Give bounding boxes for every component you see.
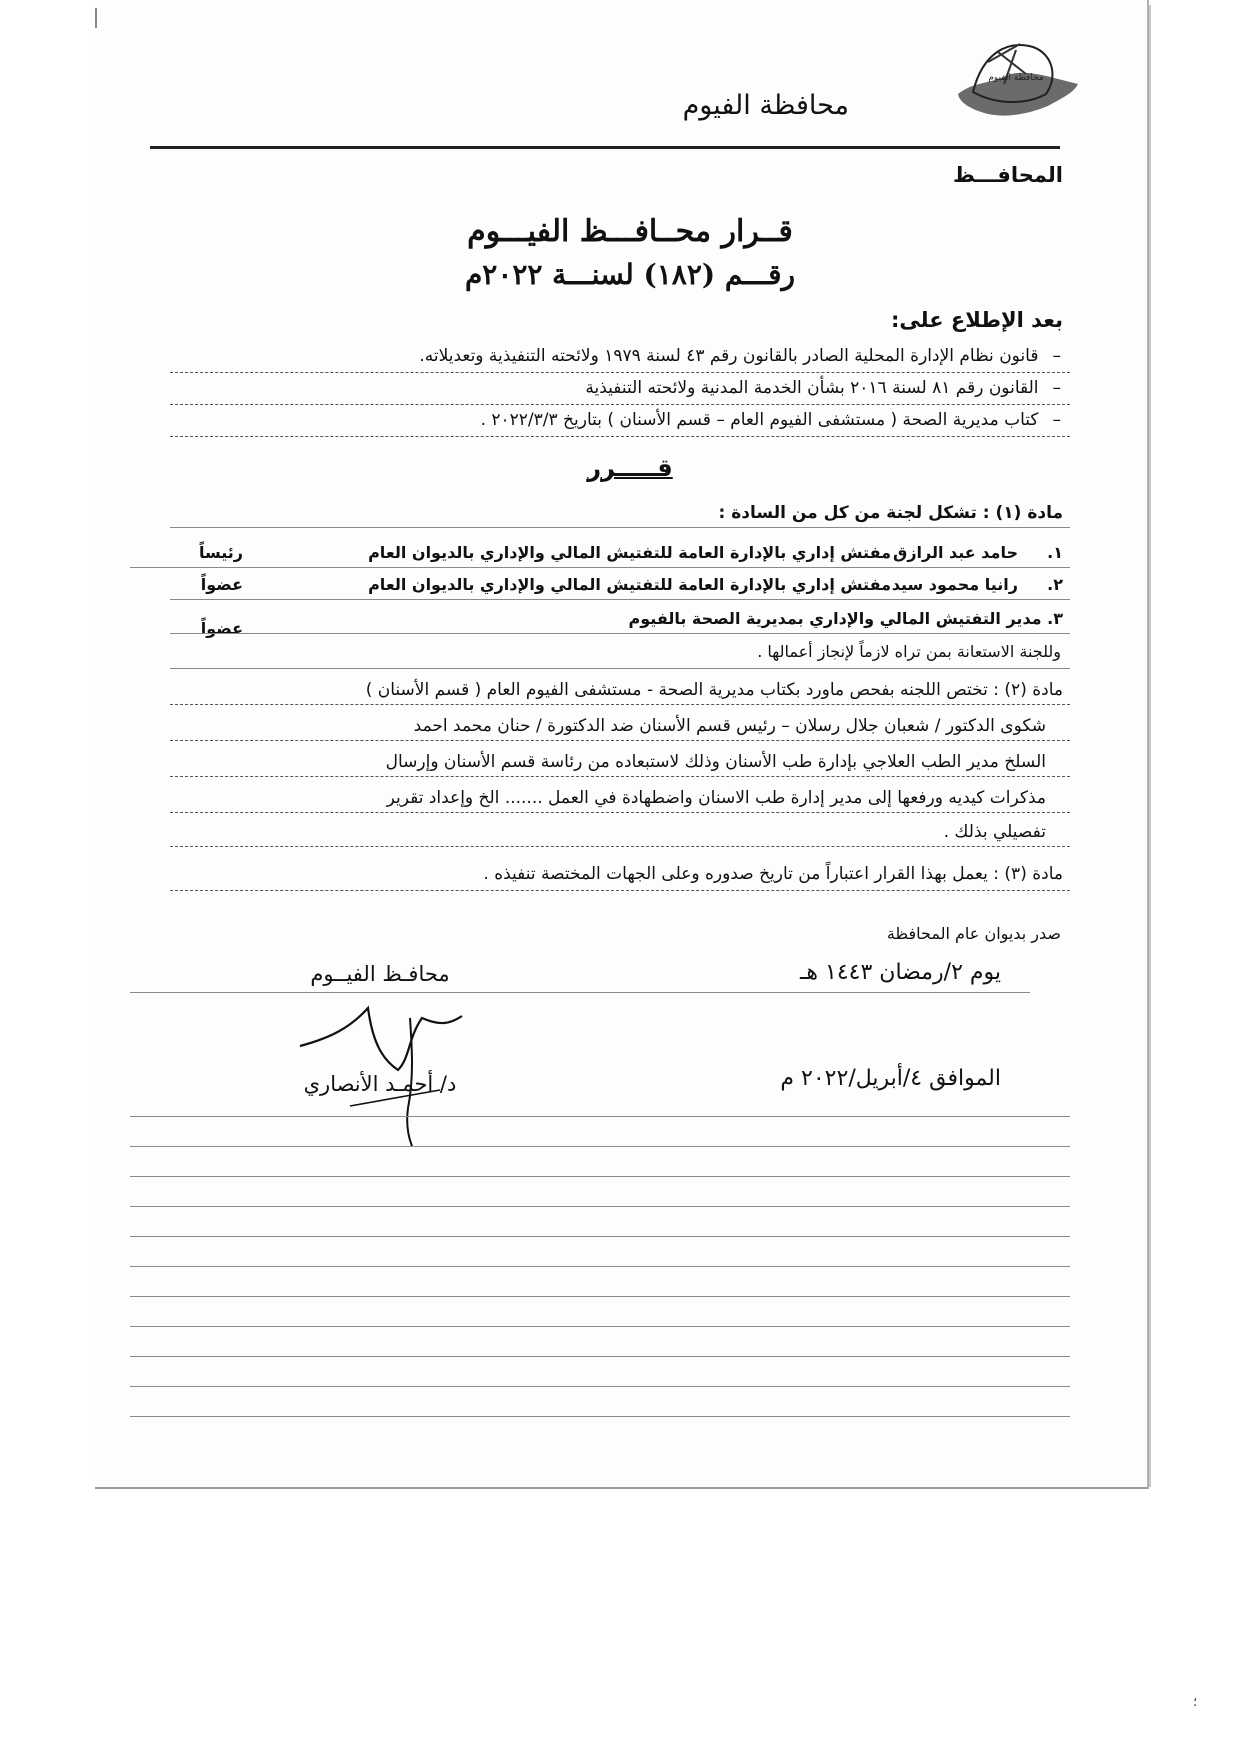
member-name: رانيا محمود سيد	[891, 575, 1018, 594]
article-1-note: وللجنة الاستعانة بمن تراه لازماً لإنجاز أعمالها .	[757, 642, 1061, 661]
ruled-line	[130, 567, 1070, 568]
office-label: المحافـــظ	[953, 163, 1063, 187]
clause-text: كتاب مديرية الصحة ( مستشفى الفيوم العام – قسم الأسنان ) بتاريخ ٢٠٢٢/٣/٣ .	[480, 410, 1039, 430]
governorate-name: محافظة الفيوم	[682, 90, 849, 121]
ruled-line	[130, 1206, 1070, 1207]
decision-heading: قـــــرر	[587, 454, 673, 482]
ruled-line	[130, 1176, 1070, 1177]
svg-text:محافظة الفيوم: محافظة الفيوم	[988, 73, 1044, 83]
clause-dash: –	[1052, 346, 1061, 366]
governor-title: محافـظ الفيــوم	[310, 962, 450, 986]
scan-edge-shadow	[1149, 5, 1151, 1487]
ruled-line	[130, 1296, 1070, 1297]
member-role: مفتش إداري بالإدارة العامة للتفتيش المالي والإداري بالديوان العام	[368, 575, 891, 594]
clause-text: قانون نظام الإدارة المحلية الصادر بالقانون رقم ٤٣ لسنة ١٩٧٩ ولائحته التنفيذية وتعديلاته.	[419, 346, 1039, 366]
ruled-line	[130, 1356, 1070, 1357]
header-divider	[150, 146, 1060, 149]
article-2-line: تفصيلي بذلك .	[943, 822, 1046, 842]
article-2-line: مادة (٢) : تختص اللجنه بفحص ماورد بكتاب مديرية الصحة - مستشفى الفيوم العام ( قسم الأسنان )	[365, 680, 1063, 700]
ruled-line	[170, 812, 1070, 813]
article-2-line: شكوى الدكتور / شعبان جلال رسلان – رئيس قسم الأسنان ضد الدكتورة / حنان محمد احمد	[413, 716, 1046, 736]
governor-name: د/ أحمـد الأنصاري	[303, 1072, 457, 1096]
preamble-clause	[585, 378, 1061, 398]
clause-dash: –	[1052, 410, 1061, 430]
governorate-emblem-icon	[928, 22, 1088, 122]
ruled-line	[170, 436, 1070, 437]
member-number: ٢.	[1047, 575, 1063, 594]
committee-member-row	[153, 543, 1063, 567]
member-number: ١.	[1047, 543, 1063, 562]
ruled-line	[170, 527, 1070, 528]
ruled-line	[130, 1266, 1070, 1267]
member-status: عضواً	[200, 619, 243, 638]
member-status: رئيساً	[198, 543, 243, 562]
committee-member-row	[153, 609, 1063, 638]
ruled-line	[170, 704, 1070, 705]
page-mark: ؛	[1193, 1695, 1198, 1710]
ruled-line	[170, 404, 1070, 405]
ruled-line	[130, 1236, 1070, 1237]
issued-at: صدر بديوان عام المحافظة	[886, 924, 1061, 943]
member-description: ٣. مدير التفتيش المالي والإداري بمديرية الصحة بالفيوم	[628, 609, 1063, 628]
ruled-line	[170, 372, 1070, 373]
preamble-heading: بعد الإطلاع على:	[891, 308, 1063, 332]
ruled-line	[170, 846, 1070, 847]
preamble-clause	[481, 410, 1061, 430]
article-3-text: مادة (٣) : يعمل بهذا القرار اعتباراً من تاريخ صدوره وعلى الجهات المختصة تنفيذه .	[483, 864, 1063, 884]
ruled-line	[170, 668, 1070, 669]
gregorian-date: الموافق ٤/أبريل/٢٠٢٢ م	[780, 1066, 1001, 1091]
ruled-line	[170, 740, 1070, 741]
scan-edge-mark	[95, 8, 97, 28]
article-2-line: مذكرات كيديه ورفعها إلى مدير إدارة طب الاسنان واضطهادة في العمل ....... الخ وإعداد تقرير	[386, 788, 1046, 808]
member-role: مفتش إداري بالإدارة العامة للتفتيش المالي والإداري بالديوان العام	[368, 543, 891, 562]
ruled-line	[130, 992, 1030, 993]
ruled-line	[170, 890, 1070, 891]
ruled-line	[170, 776, 1070, 777]
ruled-line	[130, 1116, 1070, 1117]
article-2-line: السلخ مدير الطب العلاجي بإدارة طب الأسنان وذلك لاستبعاده من رئاسة قسم الأسنان وإرسال	[385, 752, 1046, 772]
ruled-line	[130, 1386, 1070, 1387]
decree-title: قــرار محــافـــظ الفيـــوم	[467, 214, 793, 249]
member-name: حامد عبد الرازق	[893, 543, 1018, 562]
clause-dash: –	[1052, 378, 1061, 398]
decree-number: رقـــم (١٨٢) لسنـــة ٢٠٢٢م	[464, 258, 796, 291]
ruled-line	[130, 1416, 1070, 1417]
committee-member-row	[153, 575, 1063, 599]
hijri-date: يوم ٢/رمضان ١٤٤٣ هـ	[799, 960, 1001, 985]
preamble-clause	[419, 346, 1061, 366]
ruled-line	[130, 1326, 1070, 1327]
clause-text: القانون رقم ٨١ لسنة ٢٠١٦ بشأن الخدمة المدنية ولائحته التنفيذية	[585, 378, 1039, 398]
ruled-line	[170, 599, 1070, 600]
ruled-line	[170, 633, 1070, 634]
article-1-heading: مادة (١) : تشكل لجنة من كل من السادة :	[718, 503, 1063, 523]
ruled-line	[130, 1146, 1070, 1147]
member-status: عضواً	[200, 575, 243, 594]
